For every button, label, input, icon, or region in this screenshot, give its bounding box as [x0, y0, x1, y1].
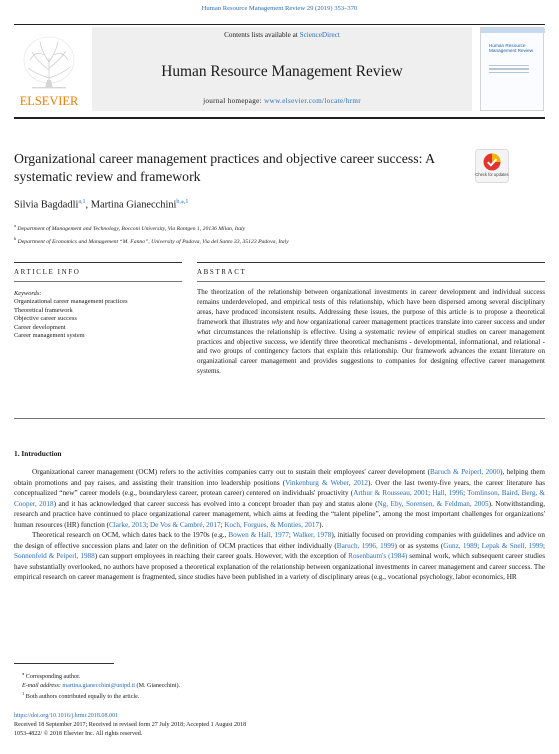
affiliations: [14, 221, 534, 248]
elsevier-tree-icon: [14, 30, 84, 110]
email-label: E-mail address:: [22, 682, 63, 689]
keyword-item: Career development: [14, 323, 66, 331]
abstract-text: [197, 288, 545, 377]
section-rule: [197, 262, 545, 263]
keyword-item: Organizational career management practices: [14, 298, 128, 306]
abstract-part: and: [282, 317, 297, 326]
body-text-run: Theoretical research on OCM, which dates back to the 1970s (e.g.,: [32, 531, 229, 540]
affiliation-line: [14, 234, 534, 247]
copyright: 1053-4822/ © 2018 Elsevier Inc. All rights reserved.: [14, 731, 143, 737]
citation-link[interactable]: Hall, 1996: [432, 489, 464, 498]
citation-link[interactable]: Bowen & Hall, 1977: [228, 531, 289, 540]
citation-link[interactable]: Baruch & Peiperl, 2000: [429, 468, 501, 476]
footnote-mark: ⁎: [22, 671, 25, 676]
author-list: [14, 198, 188, 210]
footnote-equal-contribution: [22, 690, 542, 702]
body-text-run: ), initially focused on providing companies with guidelines and advice on the design of effective succession plans and later on the definition of OCM practices that either individually (: [14, 531, 545, 550]
body-text-run: ). Notwithstanding, research and practice have continued to place organizational career management, which aims at feeding the “talent pipeline”, among the most important challenges for organizations' human resources (HR) function (: [14, 499, 545, 529]
citation-link[interactable]: Tomlinson, Baird, Berg, & Cooper, 2018: [14, 489, 546, 508]
author-name: Martina Gianecchini: [90, 199, 177, 211]
body-paragraph: [14, 530, 545, 583]
affiliation-mark: b: [14, 236, 17, 242]
elsevier-logo[interactable]: [14, 30, 84, 110]
body-text-run: ;: [220, 520, 225, 529]
citation-link[interactable]: Clarke, 2013: [109, 520, 147, 529]
cover-text-lines: [489, 65, 529, 75]
abstract-part: circumstances the relationship is effective. Using a systematic review of empirical studies on career management practices and objective success, we identify three theoretical mechanisms - developmental, informational, and relational - and two groups of contingency factors that explain this relationship. Our framework advances the extant literature on organizational career management and provides suggestions to companies for designing effective career management systems.: [197, 327, 545, 376]
header-rule: [14, 24, 545, 25]
keywords-block: [14, 290, 184, 340]
abstract-part: The theorization of the relationship between organizational investments in career development and individual success remains underdeveloped, and empirical tests of this relationship, which have been dispersed among several disciplinary areas, have produced inconsistent results. Addressing these issues, the purpose of this article is to propose a theoretical framework that illustrates: [197, 288, 545, 326]
introduction-heading: 1. Introduction: [14, 449, 62, 458]
email-link[interactable]: martina.gianecchini@unipd.it: [62, 682, 136, 689]
footnote-corresponding: [22, 670, 542, 682]
footnote-email: [22, 682, 542, 691]
author-affiliation-marks[interactable]: a,1: [78, 199, 86, 205]
author-separator: ,: [85, 199, 91, 211]
body-text-run: ;: [543, 541, 545, 550]
abstract-emphasis: why: [271, 317, 283, 326]
citation-link[interactable]: Vinkenburg & Weber, 2012: [285, 478, 369, 487]
introduction-body: [14, 467, 545, 583]
body-text-run: ;: [146, 520, 150, 529]
cover-title: Human Resource Management Review: [489, 43, 534, 53]
abstract-heading: ABSTRACT: [197, 268, 247, 276]
article-title: Organizational career management practices and objective career success: A systematic review and framework: [14, 151, 435, 184]
affiliation-mark: a: [14, 223, 16, 228]
svg-text:Check for updates: Check for updates: [475, 172, 509, 177]
author-affiliation-marks[interactable]: b,⁎,1: [176, 199, 189, 205]
doi-link[interactable]: https://doi.org/10.1016/j.hrmr.2018.08.001: [14, 713, 119, 719]
citation-link[interactable]: Koch, Forgues, & Monties, 2017: [224, 520, 320, 529]
citation-link[interactable]: Rosenbaum's (1984): [348, 552, 408, 561]
body-text-run: ;: [288, 531, 293, 540]
section-rule: [197, 281, 545, 282]
footnote-rule: [14, 663, 114, 664]
body-text-run: seminal work, which subsequent career studies have substantially overlooked, no authors have proposed a theoretical explanation of the relationship between organizational investments in career management and career success. The empirical research on career management is fragmented, since studies have been published in a variety of disciplinary areas (e.g., vocational psychology, labor economics, HR: [14, 552, 545, 582]
cover-band: [481, 28, 545, 33]
citation-link[interactable]: Sonnenfeld & Peiperl, 1988: [14, 552, 95, 561]
citation-link[interactable]: Lepak & Snell, 1999: [481, 541, 543, 550]
body-text-run: ) or as systems (: [394, 541, 444, 550]
keyword-item: Objective career success: [14, 315, 77, 323]
journal-header-banner: [92, 27, 472, 111]
footnote-text: Corresponding author.: [25, 674, 81, 681]
citation-link[interactable]: Gunz, 1989: [443, 541, 478, 550]
body-text-run: ) can support employees in reaching their career goals. However, with the exception of: [94, 552, 349, 561]
keyword-item: Theoretical framework: [14, 306, 73, 314]
body-text-run: ;: [477, 541, 482, 550]
sciencedirect-link[interactable]: ScienceDirect: [299, 31, 340, 39]
body-text-run: ), helping them obtain promotions and pay raises, and assisting their transition into leadership positions (: [14, 468, 545, 487]
body-text-run: ). Over the last twenty-five years, the career literature has conceptualized “new” career models (e.g., boundaryless career, protean career) centered on individuals' proactivity (: [14, 478, 545, 498]
citation-link[interactable]: De Vos & Cambré, 2017: [149, 520, 221, 529]
header-rule-bottom: [14, 117, 545, 119]
homepage-line: [92, 97, 472, 105]
section-rule: [14, 418, 545, 419]
body-text-run: ;: [463, 489, 468, 498]
keyword-item: Career management system: [14, 332, 85, 340]
affiliation-line: [14, 221, 534, 234]
homepage-prefix: journal homepage:: [203, 97, 265, 105]
journal-title: Human Resource Management Review: [161, 63, 403, 80]
citation-link[interactable]: Arthur & Rousseau, 2001: [353, 489, 429, 498]
author-name: Silvia Bagdadli: [14, 199, 79, 211]
article-info-heading: ARTICLE INFO: [14, 268, 81, 276]
abstract-emphasis: what: [197, 327, 211, 336]
body-text-run: ) and it has acknowledged that career success has evolved into a concept broader than pay and status alone (: [53, 499, 378, 508]
footnotes: [22, 670, 542, 702]
body-text-run: Organizational career management (OCM) refers to the activities companies carry out to sustain their employees' career development (: [32, 468, 430, 476]
body-paragraph: [14, 467, 545, 530]
footnote-text: Both authors contributed equally to the article.: [25, 694, 140, 701]
abstract-part: organizational career management practices translate into career success and under: [308, 317, 546, 326]
citation-link[interactable]: Baruch, 1996, 1999: [336, 541, 395, 550]
affiliation-text: Department of Management and Technology, Bocconi University, Via Rontgen 1, 20136 Milan, Italy: [17, 225, 246, 232]
homepage-link[interactable]: www.elsevier.com/locate/hrmr: [264, 97, 361, 105]
section-rule: [14, 281, 182, 282]
journal-citation[interactable]: Human Resource Management Review 29 (2019) 353–370: [201, 5, 358, 12]
abstract-emphasis: how: [296, 317, 309, 326]
check-for-updates-icon: [475, 149, 509, 183]
svg-text:ELSEVIER: ELSEVIER: [19, 94, 79, 108]
journal-cover-thumbnail[interactable]: [480, 27, 544, 111]
contents-prefix: Contents lists available at: [224, 31, 300, 39]
affiliation-text: Department of Economics and Management “M. Fanno”, University of Padova, Via del Santo 33, 35123 Padova, Italy: [17, 239, 289, 246]
received-dates: Received 18 September 2017; Received in revised form 27 July 2018; Accepted 1 August 2018: [14, 722, 247, 728]
crossmark-badge[interactable]: [475, 149, 509, 183]
email-suffix: (M. Gianecchini).: [135, 682, 181, 689]
citation-link[interactable]: Walker, 1978: [292, 531, 332, 540]
keywords-label: Keywords:: [14, 290, 42, 297]
section-rule: [14, 262, 182, 263]
body-text-run: ).: [319, 520, 324, 529]
body-text-run: ;: [428, 489, 433, 498]
footnote-mark: 1: [22, 691, 25, 697]
citation-link[interactable]: Ng, Eby, Sorensen, & Feldman, 2005: [377, 499, 489, 508]
contents-line: [92, 31, 472, 39]
